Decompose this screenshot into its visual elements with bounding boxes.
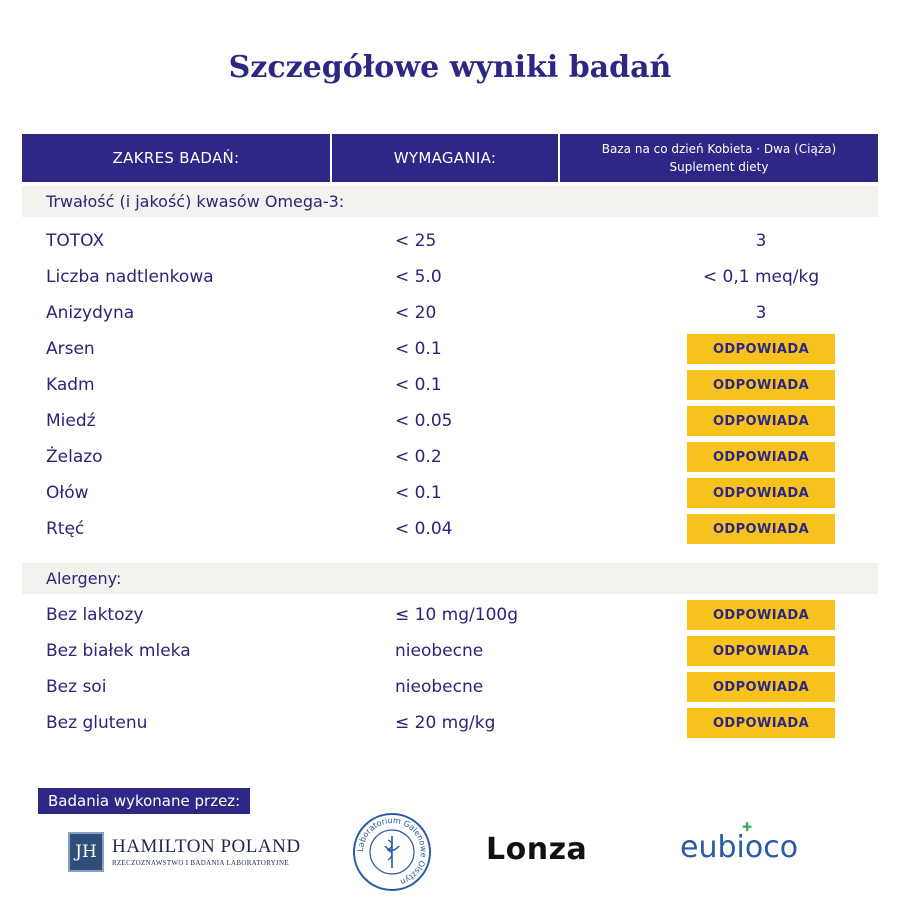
requirement-value: < 0.2 <box>395 447 442 467</box>
test-name: Bez laktozy <box>46 605 144 625</box>
table-row <box>22 597 878 633</box>
section-header: Trwałość (i jakość) kwasów Omega-3: <box>22 186 878 217</box>
section-header: Alergeny: <box>22 563 878 594</box>
header-product-name: Baza na co dzień Kobieta · Dwa (Ciąża) <box>601 142 837 156</box>
requirement-value: < 0.1 <box>395 375 442 395</box>
hamilton-name: HAMILTON POLAND <box>112 836 301 857</box>
tested-by-label: Badania wykonane przez: <box>38 788 250 814</box>
table-row <box>22 403 878 439</box>
result-badge: ODPOWIADA <box>687 672 835 702</box>
result-value: < 0,1 meq/kg <box>702 267 820 287</box>
laboratorium-galenowe-seal-logo <box>352 812 432 892</box>
table-row <box>22 367 878 403</box>
result-value: 3 <box>755 303 767 323</box>
requirement-value: < 5.0 <box>395 267 442 287</box>
table-row <box>22 633 878 669</box>
test-name: Bez białek mleka <box>46 641 191 661</box>
eubioco-plus-icon: ✚ <box>742 820 753 834</box>
requirement-value: ≤ 10 mg/100g <box>395 605 519 625</box>
table-row <box>22 223 878 259</box>
table-row <box>22 511 878 547</box>
result-badge: ODPOWIADA <box>687 370 835 400</box>
result-badge: ODPOWIADA <box>687 514 835 544</box>
result-badge: ODPOWIADA <box>687 636 835 666</box>
hamilton-subtitle: RZECZOZNAWSTWO I BADANIA LABORATORYJNE <box>112 859 289 867</box>
requirement-value: < 0.05 <box>395 411 453 431</box>
requirement-value: nieobecne <box>395 641 484 661</box>
test-name: Miedź <box>46 411 96 431</box>
table-row <box>22 475 878 511</box>
test-name: Ołów <box>46 483 89 503</box>
header-col-requirements: WYMAGANIA: <box>332 134 560 182</box>
header-col-scope: ZAKRES BADAŃ: <box>22 134 332 182</box>
test-name: Żelazo <box>46 447 103 467</box>
requirement-value: < 20 <box>395 303 437 323</box>
table-row <box>22 295 878 331</box>
result-value: 3 <box>755 231 767 251</box>
test-name: TOTOX <box>46 231 105 251</box>
requirement-value: < 0.04 <box>395 519 453 539</box>
test-name: Anizydyna <box>46 303 135 323</box>
eubioco-logo <box>680 820 799 865</box>
requirement-value: < 25 <box>395 231 437 251</box>
test-name: Kadm <box>46 375 95 395</box>
requirement-value: nieobecne <box>395 677 484 697</box>
table-row <box>22 669 878 705</box>
requirement-value: < 0.1 <box>395 339 442 359</box>
requirement-value: ≤ 20 mg/kg <box>395 713 496 733</box>
eubioco-wordmark: eubioco <box>680 830 799 865</box>
result-badge: ODPOWIADA <box>687 600 835 630</box>
result-badge: ODPOWIADA <box>687 334 835 364</box>
test-name: Bez glutenu <box>46 713 148 733</box>
table-row <box>22 331 878 367</box>
hamilton-monogram: JH <box>68 832 104 872</box>
test-name: Liczba nadtlenkowa <box>46 267 214 287</box>
hamilton-poland-logo <box>68 832 301 872</box>
result-badge: ODPOWIADA <box>687 406 835 436</box>
result-badge: ODPOWIADA <box>687 442 835 472</box>
table-header <box>22 134 878 182</box>
test-name: Rtęć <box>46 519 85 539</box>
test-name: Bez soi <box>46 677 107 697</box>
page-title: Szczegółowe wyniki badań <box>228 50 672 85</box>
result-badge: ODPOWIADA <box>687 708 835 738</box>
test-name: Arsen <box>46 339 95 359</box>
header-product-type: Suplement diety <box>669 160 769 174</box>
table-row <box>22 259 878 295</box>
header-col-product <box>560 134 878 182</box>
result-badge: ODPOWIADA <box>687 478 835 508</box>
table-row <box>22 439 878 475</box>
seal-text: Laboratorium Galenowe Olsztyn <box>355 815 429 887</box>
requirement-value: < 0.1 <box>395 483 442 503</box>
table-row <box>22 705 878 741</box>
lonza-logo: Lonza <box>486 832 588 867</box>
